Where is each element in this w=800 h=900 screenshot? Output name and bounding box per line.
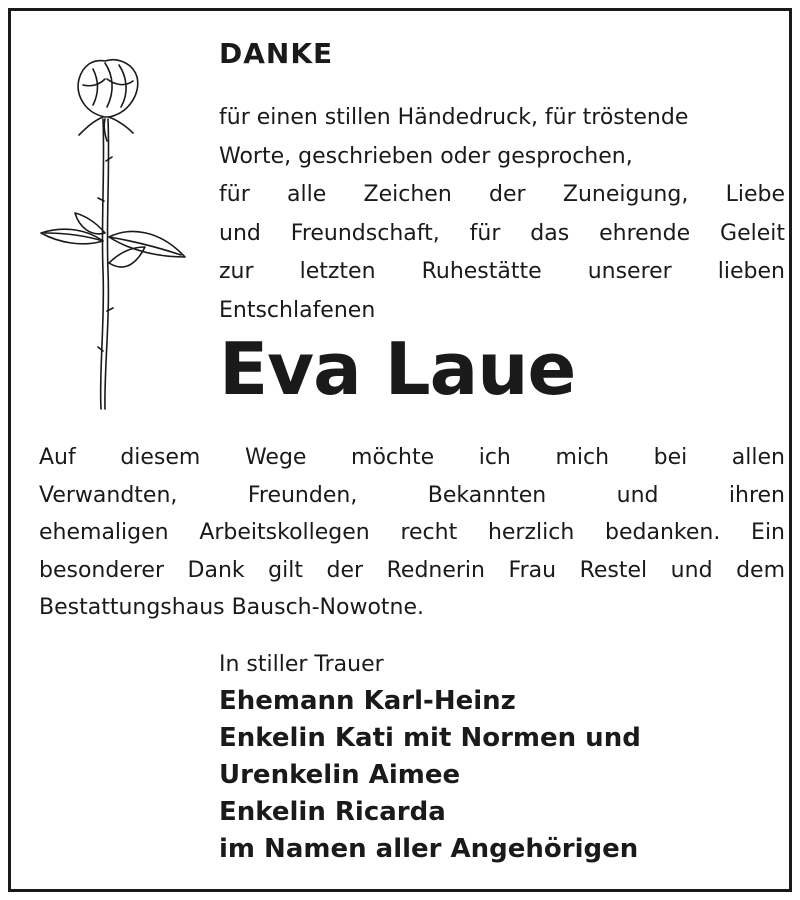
- paragraph-line: Auf diesem Wege möchte ich mich bei allen: [39, 445, 785, 470]
- obituary-notice: [8, 8, 792, 892]
- heading-danke: DANKE: [219, 37, 334, 70]
- thanks-paragraph: [39, 439, 785, 627]
- mourner-line: Enkelin Ricarda: [219, 797, 446, 827]
- mourning-lead: In stiller Trauer: [219, 652, 384, 677]
- paragraph-line: besonderer Dank gilt der Rednerin Frau Restel und dem: [39, 557, 785, 583]
- paragraph-line: ehemaligen Arbeitskollegen recht herzlich bedanken. Ein: [39, 520, 785, 546]
- mourner-line: im Namen aller Angehörigen: [219, 834, 639, 864]
- mourner-line: Urenkelin Aimee: [219, 760, 461, 790]
- intro-line: für alle Zeichen der Zuneigung, Liebe: [219, 182, 785, 208]
- rose-icon: [33, 51, 203, 411]
- intro-line: für einen stillen Händedruck, für tröstende: [219, 105, 689, 130]
- deceased-name: Eva Laue: [219, 327, 576, 411]
- intro-text: [219, 99, 785, 331]
- mourners-block: [219, 649, 779, 868]
- intro-line: Worte, geschrieben oder gesprochen,: [219, 143, 633, 169]
- paragraph-line: Bestattungshaus Bausch-Nowotne.: [39, 595, 425, 621]
- mourner-line: Ehemann Karl-Heinz: [219, 686, 516, 716]
- intro-line: Entschlafenen: [219, 297, 376, 323]
- intro-line: und Freundschaft, für das ehrende Geleit: [219, 220, 785, 246]
- intro-line: zur letzten Ruhestätte unserer lieben: [219, 259, 785, 285]
- mourner-line: Enkelin Kati mit Normen und: [219, 723, 641, 753]
- paragraph-line: Verwandten, Freunden, Bekannten und ihren: [39, 482, 785, 508]
